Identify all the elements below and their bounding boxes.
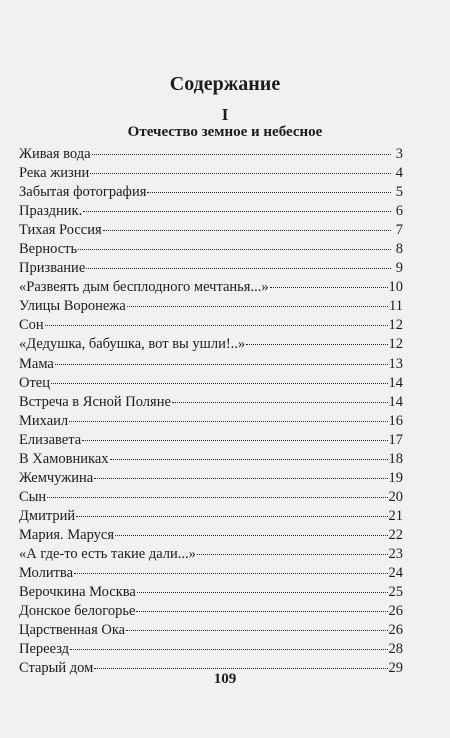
- dot-leader: [45, 325, 388, 326]
- dot-leader: [90, 173, 391, 174]
- dot-leader: [83, 211, 391, 212]
- toc-entry-page: 26: [388, 622, 403, 639]
- dot-leader: [136, 611, 387, 612]
- toc-entry-page: 5: [395, 184, 403, 201]
- toc-entry-page: 3: [395, 146, 403, 162]
- toc-entry: [19, 583, 403, 602]
- toc-entry-title: Тихая Россия: [19, 222, 102, 239]
- toc-entry-title: Молитва: [19, 565, 74, 582]
- toc-entry-title: Старый дом: [19, 660, 94, 677]
- dot-leader: [94, 668, 387, 669]
- toc-entry: [19, 621, 403, 640]
- dot-leader: [86, 268, 391, 269]
- toc-entry-page: 14: [388, 393, 403, 410]
- toc-entry-title: Улицы Воронежа: [19, 298, 126, 315]
- dot-leader: [197, 554, 388, 555]
- toc-entry-title: Призвание: [19, 260, 86, 277]
- toc-entry: [19, 602, 403, 621]
- dot-leader: [76, 516, 387, 517]
- toc-entry: [19, 469, 403, 488]
- dot-leader: [172, 402, 388, 403]
- toc-entry-title: Донское белогорье: [19, 603, 136, 620]
- toc-entry-title: Мария. Маруся: [19, 526, 115, 543]
- dot-leader: [70, 649, 387, 650]
- toc-entry-page: 13: [388, 355, 403, 372]
- toc-entry-title: «Дедушка, бабушка, вот вы ушли!..»: [19, 336, 246, 353]
- toc-entry-page: 26: [388, 603, 403, 620]
- dot-leader: [78, 249, 391, 250]
- toc-entry: [19, 393, 403, 412]
- dot-leader: [126, 630, 387, 631]
- toc-entry-page: 16: [388, 412, 403, 429]
- toc-entry-page: 12: [388, 336, 403, 353]
- toc-entry-title: Встреча в Ясной Поляне: [19, 393, 171, 410]
- dot-leader: [127, 306, 388, 307]
- dot-leader: [51, 383, 387, 384]
- dot-leader: [47, 497, 387, 498]
- toc-entry: [19, 526, 403, 545]
- toc-entry: [19, 297, 403, 316]
- toc-entry-page: 12: [388, 317, 403, 334]
- toc-entry-page: 20: [388, 488, 403, 505]
- toc-entry: [19, 202, 403, 221]
- toc-entry: [19, 335, 403, 354]
- toc-entry-title: Сын: [19, 488, 47, 505]
- toc-entry-title: Верочкина Москва: [19, 584, 136, 601]
- toc-entry: [19, 545, 403, 564]
- toc-entry-page: 22: [388, 526, 403, 543]
- toc-entry: [19, 374, 403, 393]
- toc-entry-title: Забытая фотография: [19, 184, 147, 201]
- toc-entry-title: В Хамовниках: [19, 450, 109, 467]
- toc-entry-title: Река жизни: [19, 165, 90, 182]
- toc-entry-page: 17: [388, 431, 403, 448]
- dot-leader: [137, 592, 388, 593]
- toc-entry-page: 4: [395, 165, 403, 182]
- table-of-contents: [19, 145, 403, 678]
- toc-entry: [19, 507, 403, 526]
- dot-leader: [74, 573, 387, 574]
- toc-entry-title: «Развеять дым бесплодного мечтанья...»: [19, 279, 269, 296]
- toc-entry-page: 19: [388, 469, 403, 486]
- toc-entry: [19, 316, 403, 335]
- toc-entry-page: 11: [389, 298, 403, 315]
- toc-entry-title: «А где-то есть такие дали...»: [19, 545, 196, 562]
- dot-leader: [147, 192, 391, 193]
- toc-entry-title: Жемчужина: [19, 469, 94, 486]
- toc-entry: [19, 450, 403, 469]
- toc-entry-page: 25: [388, 584, 403, 601]
- toc-entry-title: Живая вода: [19, 146, 91, 162]
- toc-entry-page: 21: [388, 507, 403, 524]
- dot-leader: [82, 440, 387, 441]
- toc-entry: [19, 412, 403, 431]
- toc-entry: [19, 355, 403, 374]
- page-number: 109: [213, 671, 237, 687]
- toc-entry-page: 7: [395, 222, 403, 239]
- toc-entry-page: 23: [388, 545, 403, 562]
- toc-entry-title: Верность: [19, 241, 78, 258]
- toc-entry-page: 8: [395, 241, 403, 258]
- toc-entry-title: Елизавета: [19, 431, 82, 448]
- dot-leader: [94, 478, 387, 479]
- toc-entry-page: 29: [388, 660, 403, 677]
- toc-entry: [19, 183, 403, 202]
- toc-entry-page: 18: [388, 450, 403, 467]
- toc-entry-title: Отец: [19, 374, 51, 391]
- part-number: I: [221, 105, 229, 124]
- contents-title: Содержание: [169, 73, 281, 95]
- toc-entry-title: Дмитрий: [19, 507, 76, 524]
- dot-leader: [246, 344, 387, 345]
- toc-entry: [19, 278, 403, 297]
- dot-leader: [69, 421, 387, 422]
- dot-leader: [103, 230, 391, 231]
- toc-entry: [19, 145, 403, 164]
- toc-entry-page: 6: [395, 203, 403, 220]
- toc-entry: [19, 640, 403, 659]
- toc-entry: [19, 259, 403, 278]
- toc-entry: [19, 431, 403, 450]
- toc-entry-page: 14: [388, 374, 403, 391]
- toc-entry-title: Праздник.: [19, 203, 83, 220]
- dot-leader: [115, 535, 387, 536]
- toc-entry-title: Сон: [19, 317, 44, 334]
- toc-entry-page: 28: [388, 641, 403, 658]
- toc-entry: [19, 240, 403, 259]
- dot-leader: [110, 459, 388, 460]
- toc-entry-page: 24: [388, 565, 403, 582]
- toc-entry-title: Царственная Ока: [19, 622, 126, 639]
- dot-leader: [55, 364, 388, 365]
- toc-entry-title: Михаил: [19, 412, 69, 429]
- toc-entry: [19, 564, 403, 583]
- dot-leader: [270, 287, 388, 288]
- toc-entry-title: Мама: [19, 355, 54, 372]
- section-title: Отечество земное и небесное: [127, 124, 323, 140]
- toc-entry-page: 10: [388, 279, 403, 296]
- toc-entry-page: 9: [395, 260, 403, 277]
- toc-entry: [19, 164, 403, 183]
- toc-entry: [19, 221, 403, 240]
- toc-entry-title: Переезд: [19, 641, 70, 658]
- toc-entry: [19, 488, 403, 507]
- dot-leader: [92, 154, 391, 155]
